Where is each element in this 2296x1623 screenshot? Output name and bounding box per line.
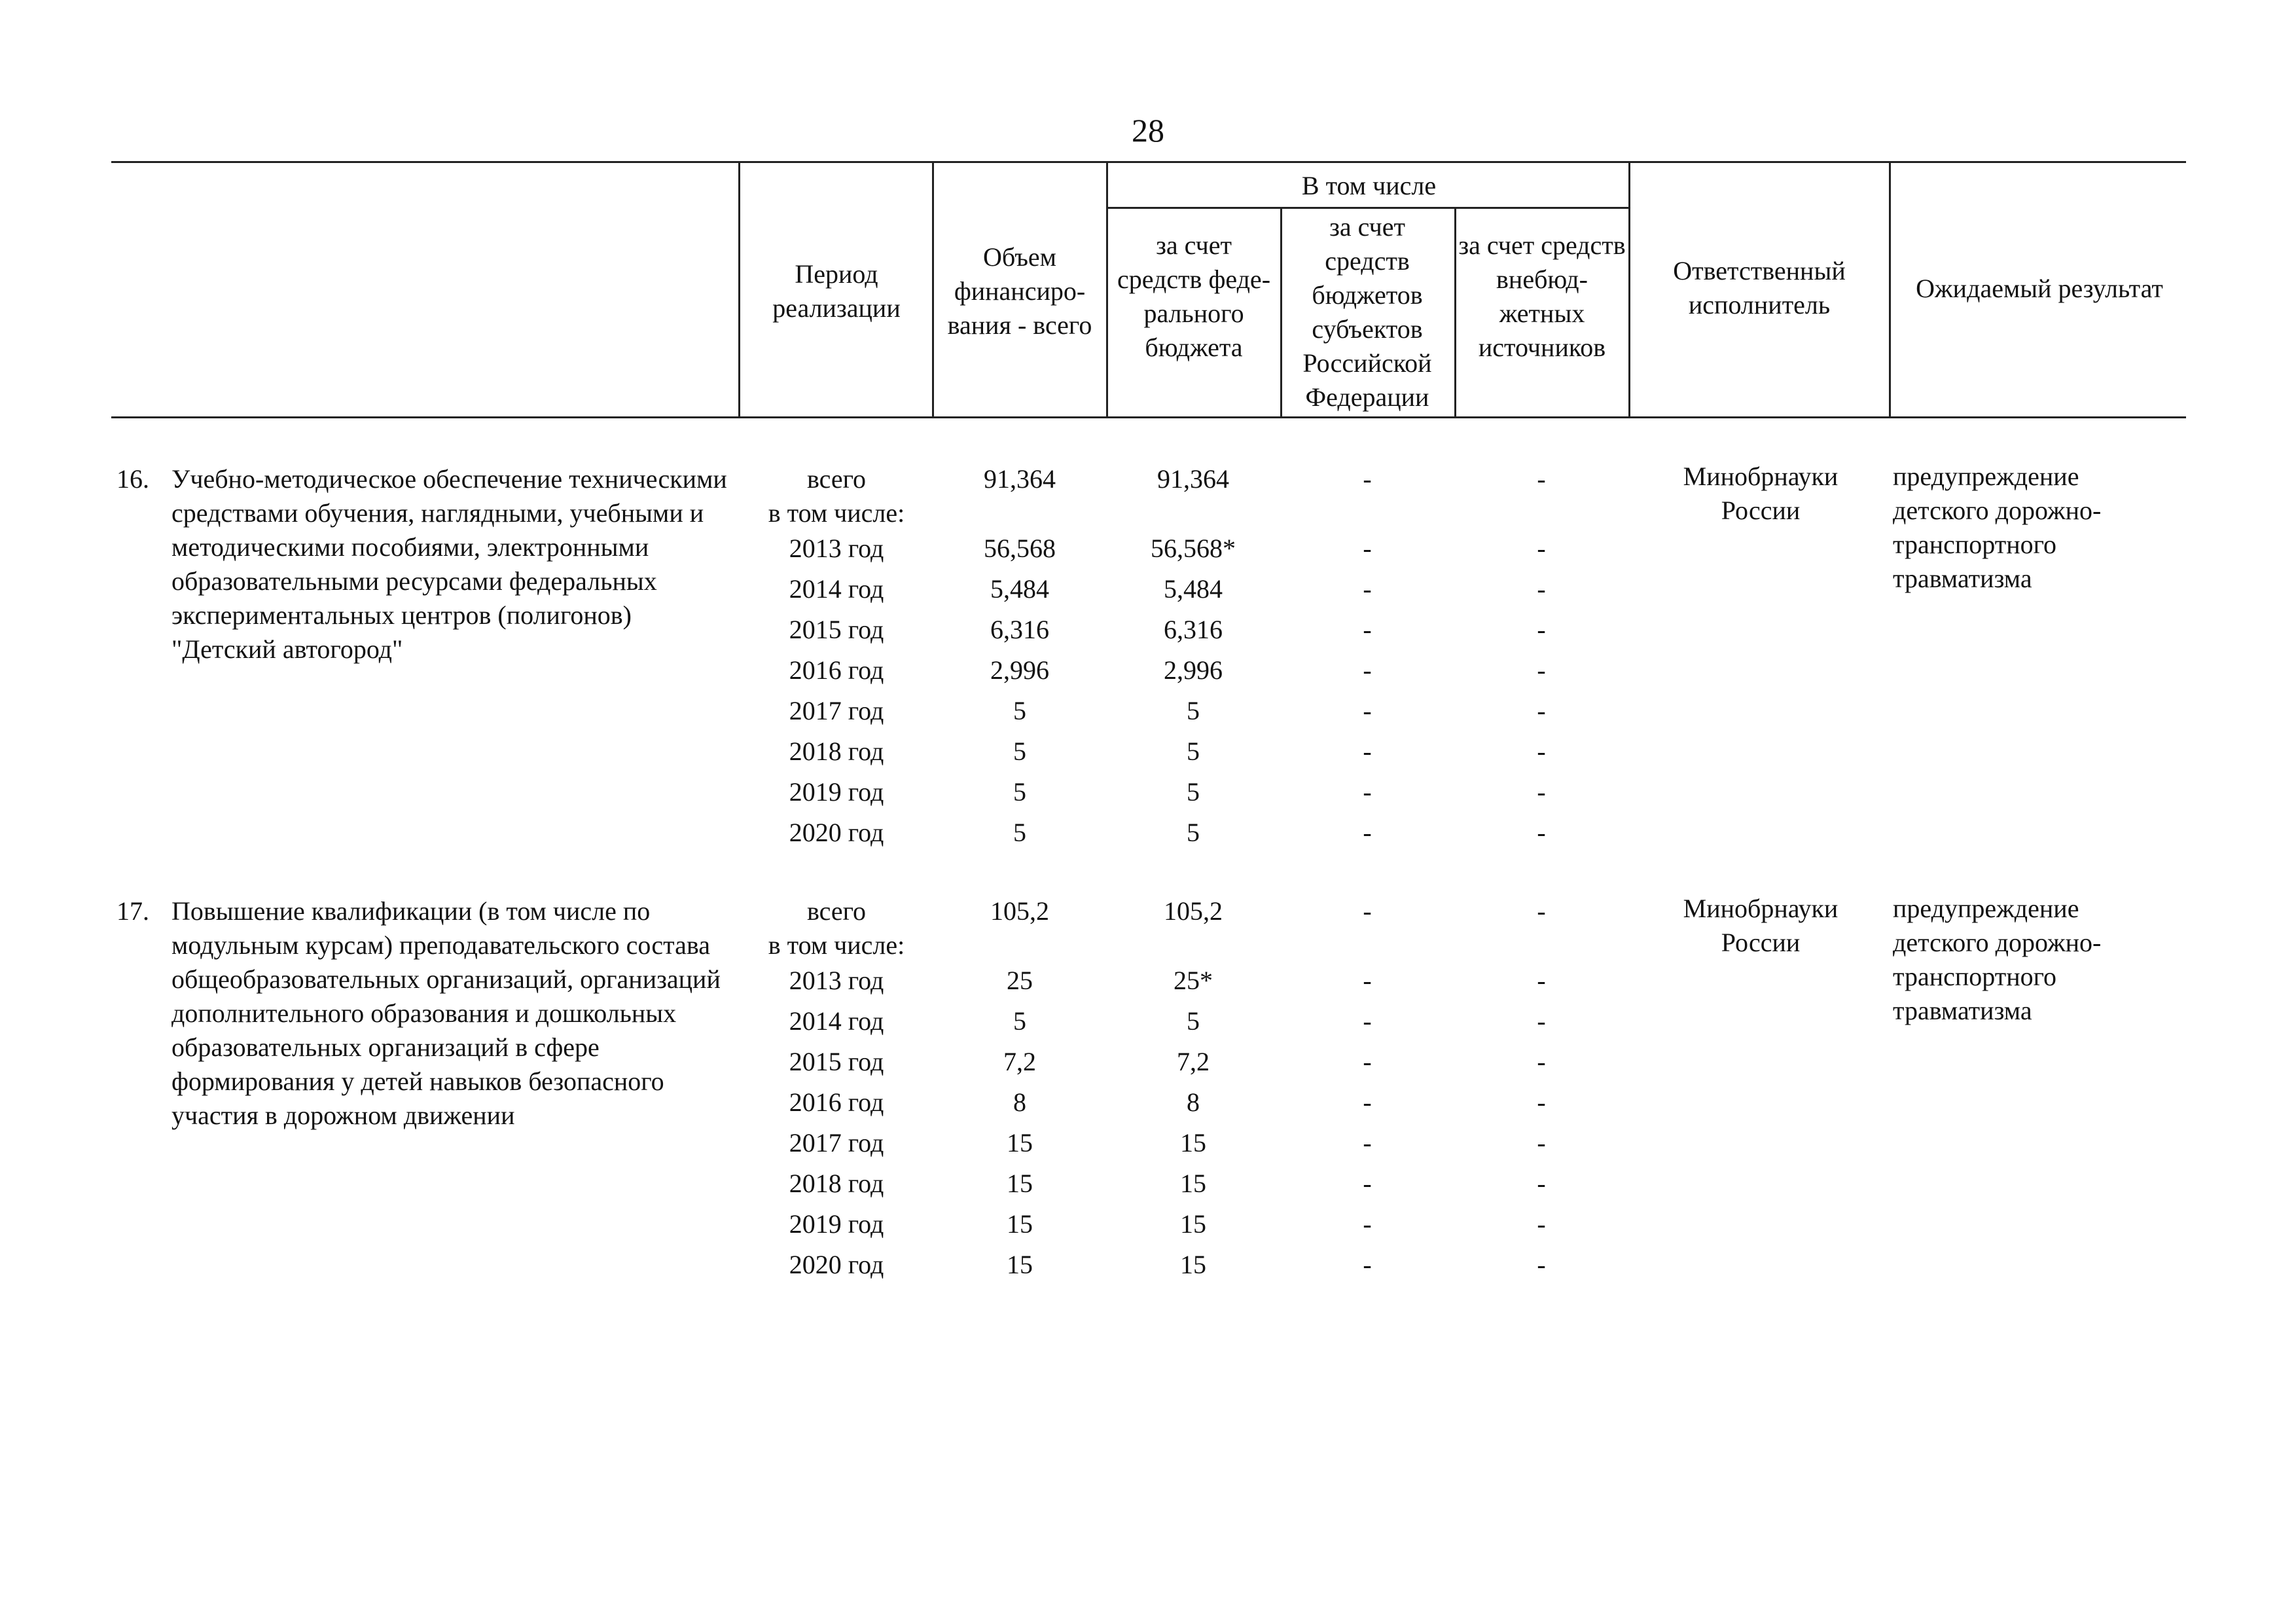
year-regional: - bbox=[1363, 534, 1372, 563]
year-regional: - bbox=[1363, 777, 1372, 807]
year-federal: 25* bbox=[1174, 966, 1213, 995]
row-result: предупреждение детского дорожно-транспортного травматизма bbox=[1893, 894, 2102, 1025]
year-regional: - bbox=[1363, 615, 1372, 644]
total-extra: - bbox=[1537, 896, 1546, 926]
header-including: В том числе bbox=[1301, 171, 1437, 200]
year-period: 2015 год bbox=[789, 615, 884, 644]
col-sep-1 bbox=[738, 162, 740, 418]
total-volume: 105,2 bbox=[990, 896, 1049, 926]
header-top-rule bbox=[111, 161, 2186, 163]
total-regional: - bbox=[1363, 896, 1372, 926]
header-executor: Ответственный исполнитель bbox=[1673, 256, 1846, 319]
year-volume: 15 bbox=[1007, 1250, 1033, 1279]
row-number: 16. bbox=[117, 464, 149, 494]
year-period: 2020 год bbox=[789, 1250, 884, 1279]
year-extra: - bbox=[1537, 1209, 1546, 1239]
year-extra: - bbox=[1537, 737, 1546, 766]
total-volume: 91,364 bbox=[984, 464, 1056, 494]
year-period: 2019 год bbox=[789, 777, 884, 807]
year-regional: - bbox=[1363, 1128, 1372, 1158]
year-extra: - bbox=[1537, 655, 1546, 685]
year-federal: 15 bbox=[1180, 1250, 1206, 1279]
year-extra: - bbox=[1537, 1250, 1546, 1279]
col-sep-5 bbox=[1454, 207, 1456, 418]
total-label: всего bbox=[806, 464, 867, 494]
row-executor: Минобрнауки России bbox=[1683, 462, 1839, 525]
year-volume: 15 bbox=[1007, 1128, 1033, 1158]
total-label: всего bbox=[806, 896, 867, 926]
year-regional: - bbox=[1363, 1047, 1372, 1076]
year-volume: 5 bbox=[1013, 1006, 1026, 1036]
total-sublabel: в том числе: bbox=[768, 498, 905, 528]
year-volume: 8 bbox=[1013, 1087, 1026, 1117]
year-federal: 6,316 bbox=[1164, 615, 1223, 644]
year-period: 2017 год bbox=[789, 1128, 884, 1158]
year-regional: - bbox=[1363, 1209, 1372, 1239]
col-sep-7 bbox=[1889, 162, 1891, 418]
year-period: 2018 год bbox=[789, 737, 884, 766]
year-volume: 5,484 bbox=[990, 574, 1049, 604]
year-regional: - bbox=[1363, 574, 1372, 604]
year-volume: 5 bbox=[1013, 777, 1026, 807]
year-regional: - bbox=[1363, 818, 1372, 847]
year-federal: 15 bbox=[1180, 1169, 1206, 1198]
year-federal: 56,568* bbox=[1151, 534, 1236, 563]
year-extra: - bbox=[1537, 615, 1546, 644]
year-volume: 7,2 bbox=[1003, 1047, 1036, 1076]
year-federal: 5 bbox=[1187, 1006, 1200, 1036]
row-executor: Минобрнауки России bbox=[1683, 894, 1839, 957]
year-federal: 2,996 bbox=[1164, 655, 1223, 685]
col-sep-2 bbox=[932, 162, 934, 418]
total-extra: - bbox=[1537, 464, 1546, 494]
year-federal: 5,484 bbox=[1164, 574, 1223, 604]
year-period: 2020 год bbox=[789, 818, 884, 847]
year-federal: 15 bbox=[1180, 1128, 1206, 1158]
year-period: 2013 год bbox=[789, 534, 884, 563]
year-regional: - bbox=[1363, 737, 1372, 766]
year-extra: - bbox=[1537, 1087, 1546, 1117]
total-federal: 91,364 bbox=[1157, 464, 1229, 494]
header-result: Ожидаемый результат bbox=[1916, 274, 2163, 303]
year-federal: 8 bbox=[1187, 1087, 1200, 1117]
year-volume: 25 bbox=[1007, 966, 1033, 995]
header-period: Период реализации bbox=[772, 259, 901, 323]
year-regional: - bbox=[1363, 1169, 1372, 1198]
row-result: предупреждение детского дорожно-транспортного травматизма bbox=[1893, 462, 2102, 593]
total-sublabel: в том числе: bbox=[768, 930, 905, 960]
page-number: 28 bbox=[1132, 112, 1164, 149]
year-volume: 5 bbox=[1013, 818, 1026, 847]
header-extrabudget: за счет средств внебюд- жетных источников bbox=[1458, 230, 1626, 362]
year-period: 2013 год bbox=[789, 966, 884, 995]
year-volume: 5 bbox=[1013, 696, 1026, 725]
row-description: Повышение квалификации (в том числе по модульным курсам) преподавательского состава общеобразовательных организаций, организаций дополнительного образования и дошкольных образовательных организаций в сфере формирования у детей навыков безопасного участия в дорожном движении bbox=[171, 896, 721, 1130]
year-federal: 7,2 bbox=[1177, 1047, 1210, 1076]
header-volume: Объем финансиро- вания - всего bbox=[947, 242, 1092, 340]
year-extra: - bbox=[1537, 818, 1546, 847]
total-federal: 105,2 bbox=[1164, 896, 1223, 926]
year-regional: - bbox=[1363, 1250, 1372, 1279]
year-period: 2015 год bbox=[789, 1047, 884, 1076]
header-federal: за счет средств феде- рального бюджета bbox=[1117, 230, 1271, 362]
year-regional: - bbox=[1363, 966, 1372, 995]
year-period: 2016 год bbox=[789, 655, 884, 685]
year-extra: - bbox=[1537, 534, 1546, 563]
year-federal: 5 bbox=[1187, 818, 1200, 847]
year-period: 2016 год bbox=[789, 1087, 884, 1117]
year-volume: 56,568 bbox=[984, 534, 1056, 563]
year-federal: 5 bbox=[1187, 737, 1200, 766]
total-regional: - bbox=[1363, 464, 1372, 494]
year-period: 2014 год bbox=[789, 574, 884, 604]
year-period: 2017 год bbox=[789, 696, 884, 725]
year-federal: 5 bbox=[1187, 696, 1200, 725]
year-extra: - bbox=[1537, 966, 1546, 995]
year-extra: - bbox=[1537, 1128, 1546, 1158]
row-number: 17. bbox=[117, 896, 149, 926]
year-regional: - bbox=[1363, 696, 1372, 725]
year-federal: 15 bbox=[1180, 1209, 1206, 1239]
year-regional: - bbox=[1363, 655, 1372, 685]
header-regional: за счет средств бюджетов субъектов Российской Федерации bbox=[1302, 212, 1432, 412]
year-volume: 15 bbox=[1007, 1209, 1033, 1239]
year-extra: - bbox=[1537, 574, 1546, 604]
year-volume: 6,316 bbox=[990, 615, 1049, 644]
col-sep-4 bbox=[1280, 207, 1282, 418]
year-period: 2019 год bbox=[789, 1209, 884, 1239]
header-bottom-rule bbox=[111, 416, 2186, 418]
year-regional: - bbox=[1363, 1006, 1372, 1036]
row-description: Учебно-методическое обеспечение техническими средствами обучения, наглядными, учебными и методическими пособиями, электронными образовательными ресурсами федеральных экспериментальных центров (полигонов) "Детский автогород" bbox=[171, 464, 727, 664]
year-extra: - bbox=[1537, 1006, 1546, 1036]
year-extra: - bbox=[1537, 1047, 1546, 1076]
year-period: 2018 год bbox=[789, 1169, 884, 1198]
year-extra: - bbox=[1537, 777, 1546, 807]
year-extra: - bbox=[1537, 696, 1546, 725]
year-volume: 2,996 bbox=[990, 655, 1049, 685]
year-regional: - bbox=[1363, 1087, 1372, 1117]
year-volume: 5 bbox=[1013, 737, 1026, 766]
year-period: 2014 год bbox=[789, 1006, 884, 1036]
year-extra: - bbox=[1537, 1169, 1546, 1198]
year-federal: 5 bbox=[1187, 777, 1200, 807]
year-volume: 15 bbox=[1007, 1169, 1033, 1198]
